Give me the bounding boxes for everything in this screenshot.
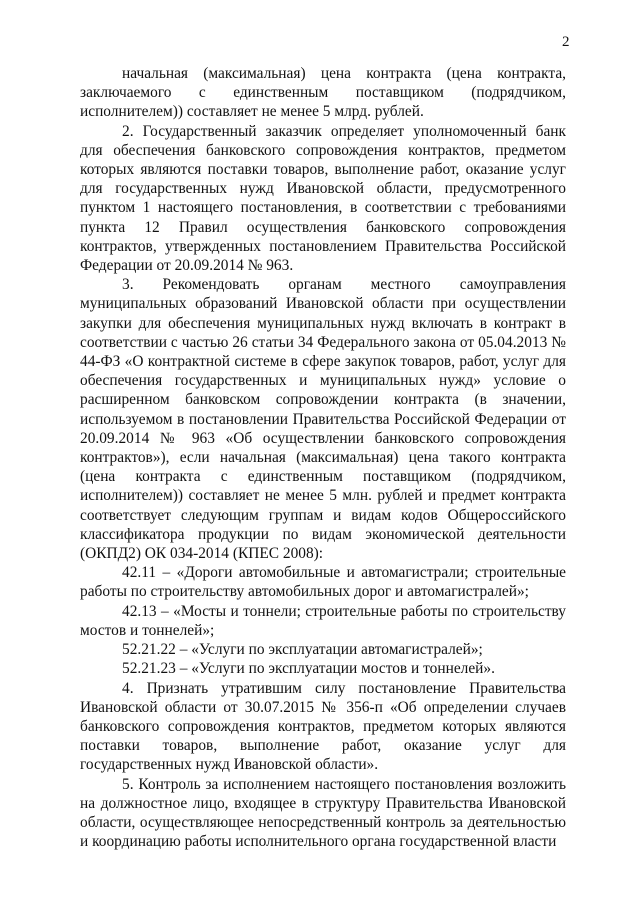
paragraph-item-2: 2. Государственный заказчик определяет уполномоченный банк для обеспечения банковского сопровождения контрактов, предметом которых являются поставки товаров, выполнение работ, оказание услуг для государственных нужд Ивановской области, предусмотренного пунктом 1 настоящего постановления, в соответствии с требованиями пункта 12 Правил осуществления банковского сопровождения контрактов, утвержденных постановлением Правительства Российской Федерации от 20.09.2014 № 963. — [80, 122, 566, 275]
paragraph-1-continuation: начальная (максимальная) цена контракта (цена контракта, заключаемого с единственным поставщиком (подрядчиком, исполнителем)) составляет не менее 5 млрд. рублей. — [80, 65, 566, 121]
code-item-52-21-22: 52.21.22 – «Услуги по эксплуатации автомагистралей»; — [122, 641, 483, 659]
paragraph-item-5: 5. Контроль за исполнением настоящего постановления возложить на должностное лицо, входящее в структуру Правительства Ивановской области, осуществляющее непосредственный контроль за деятельностью и координацию работы исполнительного органа государственной власти — [80, 775, 566, 851]
paragraph-item-3: 3. Рекомендовать органам местного самоуправления муниципальных образований Ивановской области при осуществлении закупки для обеспечения муниципальных нужд включать в контракт в соответствии с частью 26 статьи 34 Федерального закона от 05.04.2013 № 44-ФЗ «О контрактной системе в сфере закупок товаров, работ, услуг для обеспечения государственных и муниципальных нужд» условие о расширенном банковском сопровождении контракта (в значении, используемом в постановлении Правительства Российской Федерации от 20.09.2014 № 963 «Об осуществлении банковского сопровождения контрактов»), если начальная (максимальная) цена такого контракта (цена контракта с единственным поставщиком (подрядчиком, исполнителем)) составляет не менее 5 млн. рублей и предмет контракта соответствует следующим группам и видам кодов Общероссийского классификатора продукции по видам экономической деятельности (ОКПД2) ОК 034-2014 (КПЕС 2008): — [80, 276, 566, 563]
page-number: 2 — [562, 34, 570, 50]
paragraph-item-4: 4. Признать утратившим силу постановление Правительства Ивановской области от 30.07.2015 № 356-п «Об определении случаев банковского сопровождения контрактов, предметом которых являются поставки товаров, выполнение работ, оказание услуг для государственных нужд Ивановской области». — [80, 679, 566, 774]
code-item-52-21-23: 52.21.23 – «Услуги по эксплуатации мостов и тоннелей». — [122, 660, 495, 678]
code-item-42-13: 42.13 – «Мосты и тоннели; строительные работы по строительству мостов и тоннелей»; — [80, 602, 566, 639]
document-body — [80, 64, 566, 851]
code-item-42-11: 42.11 – «Дороги автомобильные и автомагистрали; строительные работы по строительству автомобильных дорог и автомагистралей»; — [80, 564, 566, 601]
